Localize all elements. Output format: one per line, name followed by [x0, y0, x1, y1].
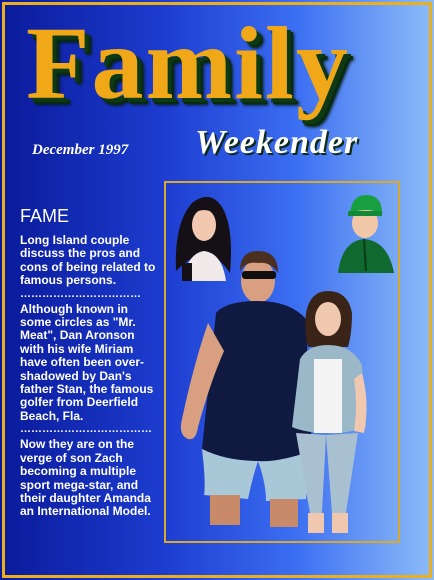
- father-figure: [181, 251, 312, 527]
- issue-date: December 1997: [32, 142, 129, 158]
- dotted-separator: ……………………………: [20, 288, 141, 299]
- cover-photo-illustration: [166, 183, 398, 541]
- cover-photo: [164, 181, 400, 543]
- daughter-portrait-inset: [176, 197, 231, 281]
- son-portrait-inset: [338, 195, 394, 273]
- story-deck: Long Island couple discuss the pros and cons of being related to famous persons.: [20, 233, 156, 288]
- dotted-separator: ………………………………: [20, 424, 152, 435]
- story-heading: FAME: [20, 206, 70, 226]
- masthead-subtitle: Weekender: [195, 124, 359, 161]
- masthead-title: Family: [26, 6, 350, 121]
- story-body-2: Now they are on the verge of son Zach becoming a multiple sport mega-star, and their daughter Amanda an International Model.: [20, 437, 151, 519]
- cover-story: [20, 206, 160, 519]
- story-body-1: Although known in some circles as "Mr. Meat", Dan Aronson with his wife Miriam have often been over-shadowed by Dan's father Stan, the famous golfer from Deerfield Beach, Fla.: [20, 301, 154, 423]
